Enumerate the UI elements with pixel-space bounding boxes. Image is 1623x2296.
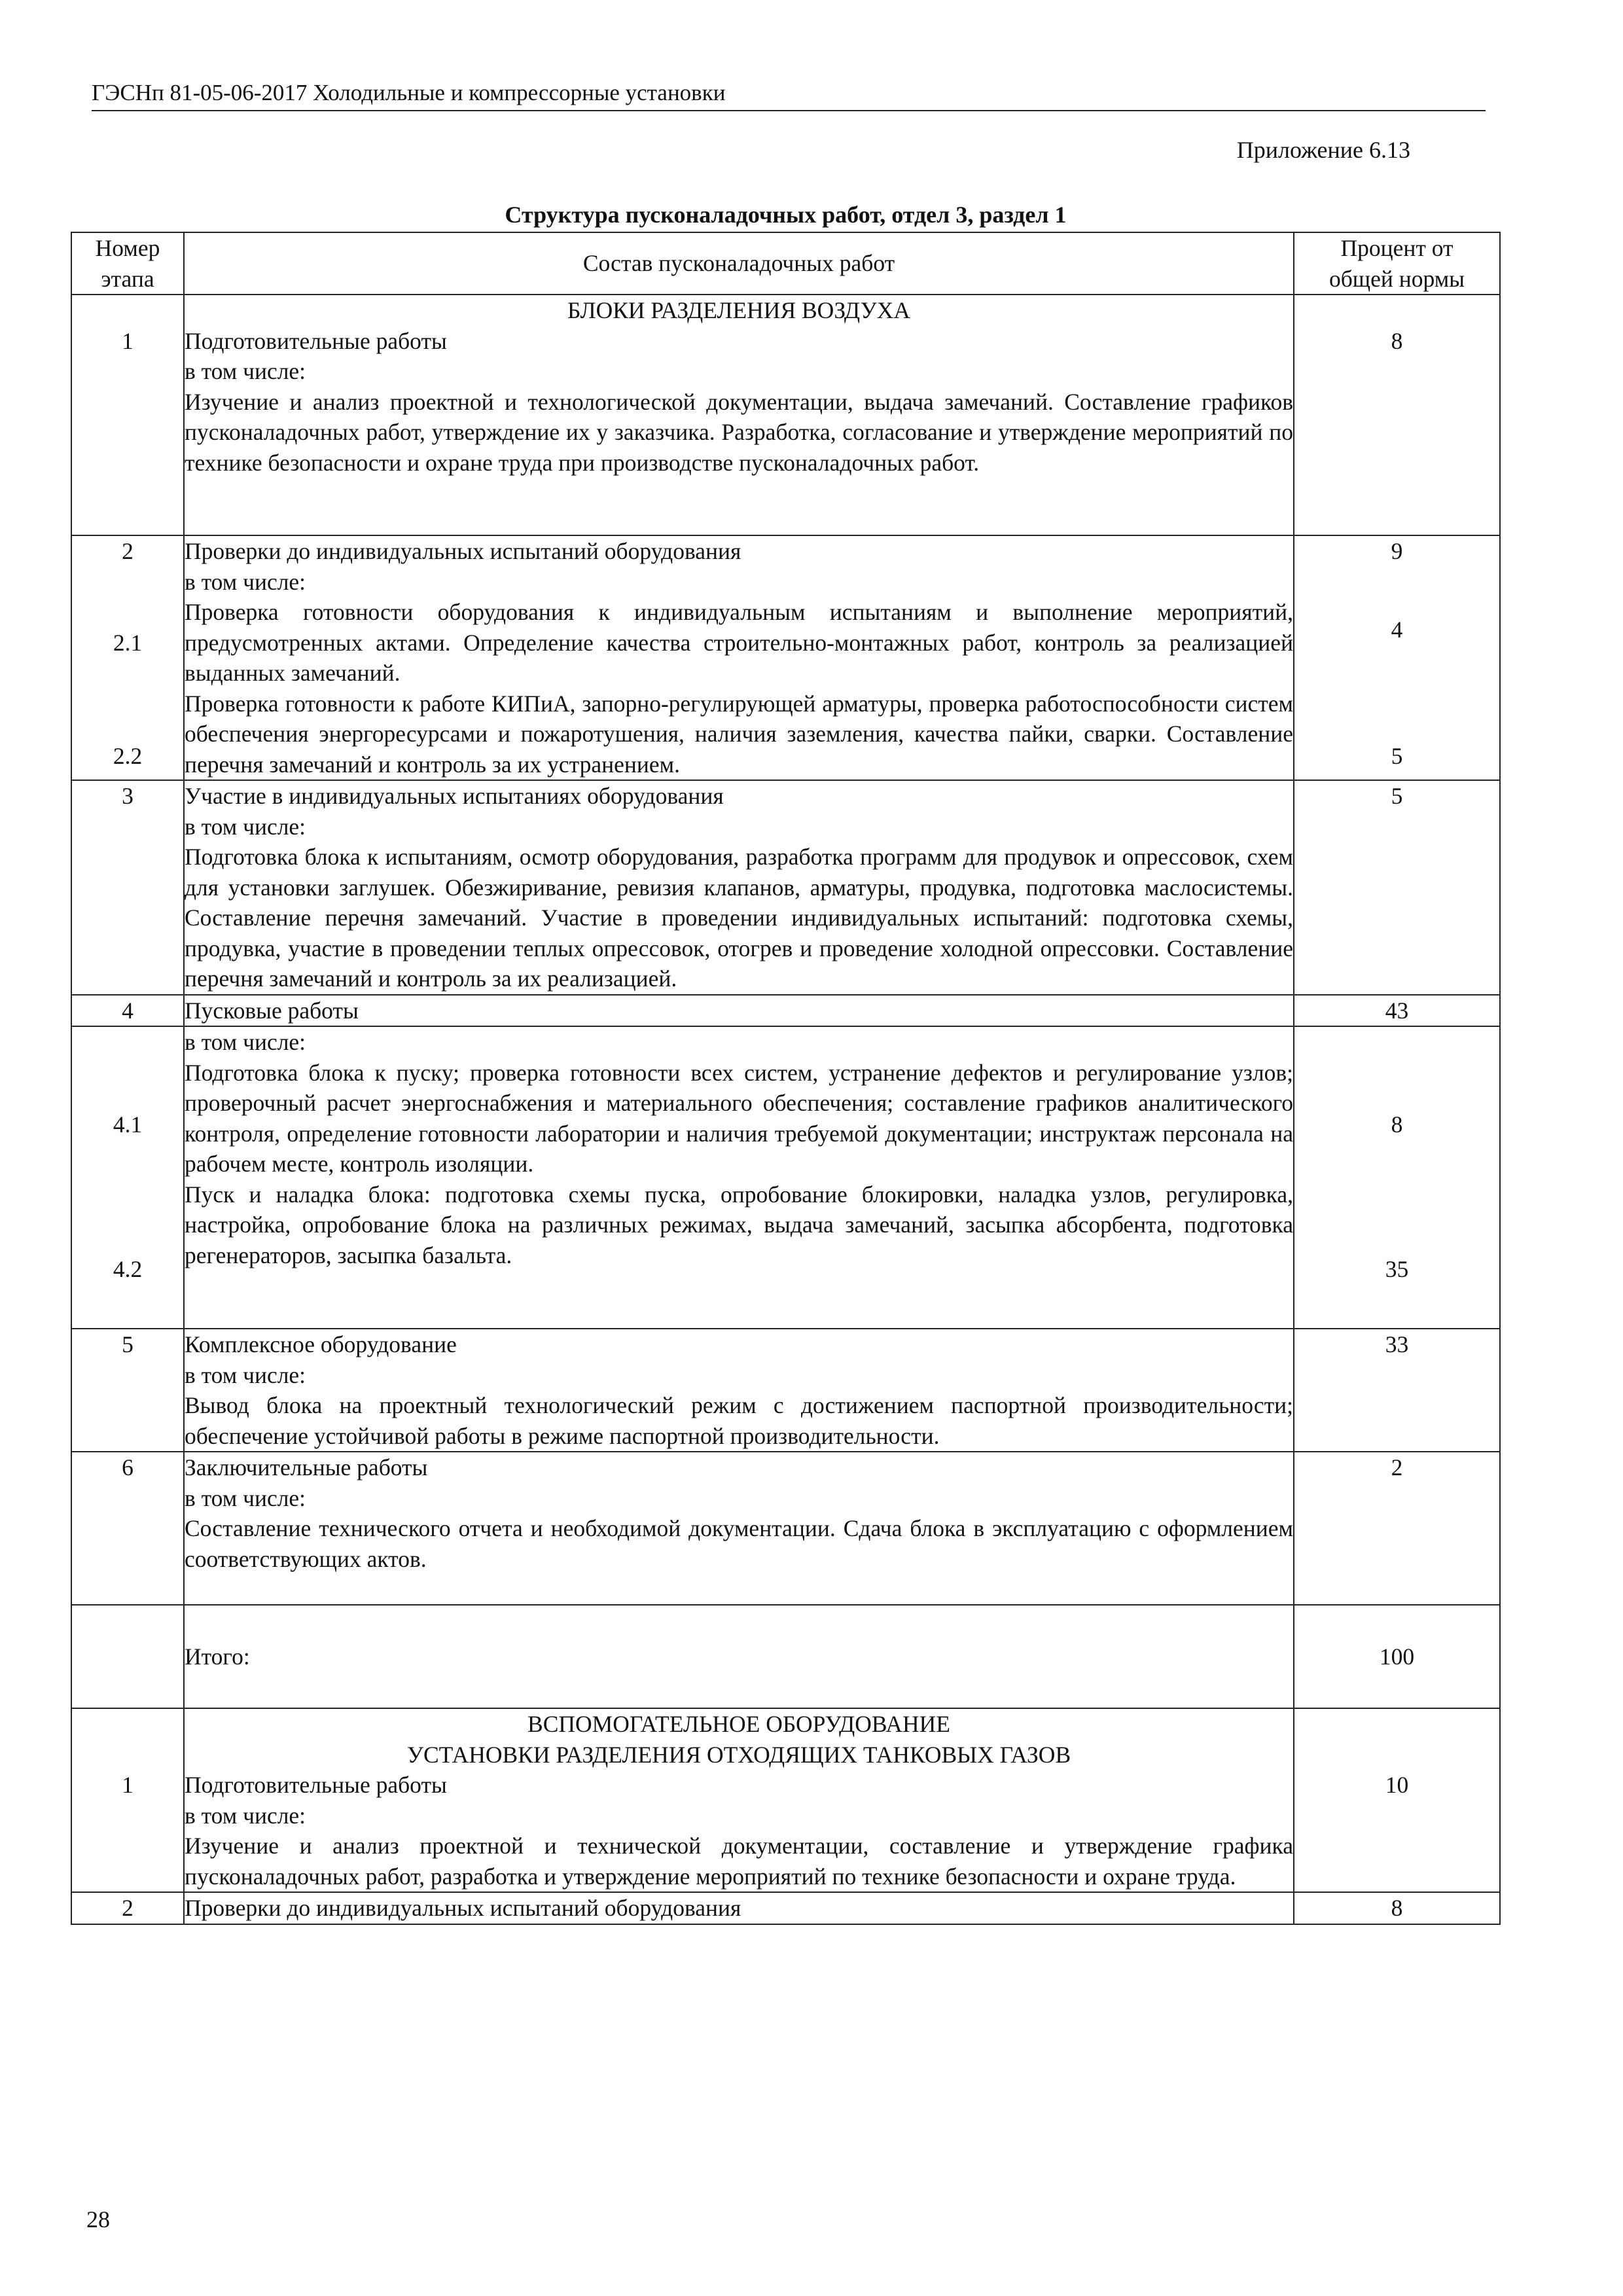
content-cell <box>184 1452 1294 1605</box>
stage-cell <box>71 1026 184 1329</box>
percent-cell <box>1294 1892 1500 1924</box>
including-label: в том числе: <box>185 358 306 384</box>
table-title: Структура пусконаладочных работ, отдел 3, раздел 1 <box>505 202 1067 228</box>
stage-number: 1 <box>122 1772 134 1798</box>
content-cell <box>184 1026 1294 1329</box>
content-cell <box>184 1329 1294 1452</box>
stage-cell <box>71 1708 184 1892</box>
percent-cell <box>1294 295 1500 535</box>
substage-number: 2.1 <box>113 629 143 656</box>
total-percent: 100 <box>1379 1643 1415 1670</box>
stage-title: Проверки до индивидуальных испытаний оборудования <box>185 538 741 564</box>
table-row <box>71 1708 1500 1892</box>
percent-cell <box>1294 995 1500 1027</box>
column-header-percent: Процент от общей нормы <box>1294 232 1500 295</box>
table-row <box>71 1026 1500 1329</box>
table-row <box>71 1329 1500 1452</box>
column-header-content: Состав пусконаладочных работ <box>184 232 1294 295</box>
stage-cell <box>71 1605 184 1708</box>
stage-cell <box>71 535 184 780</box>
stage-title: Пусковые работы <box>185 997 359 1024</box>
percent-value: 33 <box>1385 1331 1409 1357</box>
stage-number: 6 <box>122 1454 134 1480</box>
stage-number: 5 <box>122 1331 134 1357</box>
stage-title: Проверки до индивидуальных испытаний оборудования <box>185 1895 741 1921</box>
percent-cell <box>1294 780 1500 995</box>
percent-value: 2 <box>1391 1454 1403 1480</box>
including-label: в том числе: <box>185 1029 306 1055</box>
stage-number: 4 <box>122 997 134 1024</box>
including-label: в том числе: <box>185 1361 306 1388</box>
substage-number: 4.2 <box>113 1255 143 1282</box>
stage-number: 3 <box>122 783 134 809</box>
appendix-label: Приложение 6.13 <box>1236 137 1410 163</box>
content-cell <box>184 535 1294 780</box>
section-subtitle: УСТАНОВКИ РАЗДЕЛЕНИЯ ОТХОДЯЩИХ ТАНКОВЫХ ГАЗОВ <box>406 1741 1071 1768</box>
including-label: в том числе: <box>185 1484 306 1511</box>
percent-value: 9 <box>1391 538 1403 564</box>
section-title: БЛОКИ РАЗДЕЛЕНИЯ ВОЗДУХА <box>567 297 910 323</box>
stage-number: 2 <box>122 538 134 564</box>
stage-title: Участие в индивидуальных испытаниях оборудования <box>185 783 724 809</box>
column-header-num: Номер этапа <box>71 232 184 295</box>
percent-value: 5 <box>1391 783 1403 809</box>
substage-percent: 35 <box>1385 1255 1409 1282</box>
percent-value: 8 <box>1391 1895 1403 1921</box>
stage-number: 1 <box>122 327 134 354</box>
stage-cell <box>71 1452 184 1605</box>
stage-title: Подготовительные работы <box>185 1772 447 1798</box>
content-cell <box>184 995 1294 1027</box>
table-row <box>71 1452 1500 1605</box>
substage-percent: 4 <box>1391 616 1403 643</box>
stage-description: Изучение и анализ проектной и технологической документации, выдача замечаний. Составление графиков пусконаладочных работ, утверждение их у заказчика. Разработка, согласование и утверждение мероприятий по технике безопасности и охране труда при производстве пусконаладочных работ. <box>185 388 1293 476</box>
substage-number: 4.1 <box>113 1111 143 1138</box>
percent-value: 8 <box>1391 327 1403 354</box>
total-row <box>71 1605 1500 1708</box>
stage-number: 2 <box>122 1895 134 1921</box>
percent-cell <box>1294 1605 1500 1708</box>
table-row <box>71 1892 1500 1924</box>
stage-cell <box>71 1892 184 1924</box>
table-row <box>71 780 1500 995</box>
document-title: ГЭСНп 81-05-06-2017 Холодильные и компрессорные установки <box>92 80 726 105</box>
total-label: Итого: <box>185 1643 250 1670</box>
percent-value: 43 <box>1385 997 1409 1024</box>
stage-cell <box>71 1329 184 1452</box>
stage-title: Подготовительные работы <box>185 327 447 354</box>
stage-description: Вывод блока на проектный технологический режим с достижением паспортной производительности; обеспечение устойчивой работы в режиме паспортной производительности. <box>185 1392 1293 1449</box>
including-label: в том числе: <box>185 813 306 840</box>
including-label: в том числе: <box>185 568 306 595</box>
stage-description: Подготовка блока к испытаниям, осмотр оборудования, разработка программ для продувок и опрессовок, схем для установки заглушек. Обезжиривание, ревизия клапанов, арматуры, продувка, подготовка маслосистемы. Составление перечня замечаний. Участие в проведении индивидуальных испытаний: подготовка схемы, продувка, участие в проведении теплых опрессовок, отогрев и проведение холодной опрессовки. Составление перечня замечаний и контроль за их реализацией. <box>185 844 1293 992</box>
substage-description: Проверка готовности к работе КИПиА, запорно-регулирующей арматуры, проверка работоспособности систем обеспечения энергоресурсами и пожаротушения, наличия заземления, качества пайки, сварки. Составление перечня замечаний и контроль за их устранением. <box>185 690 1293 778</box>
percent-cell <box>1294 1708 1500 1892</box>
substage-percent: 8 <box>1391 1111 1403 1138</box>
stage-description: Составление технического отчета и необходимой документации. Сдача блока в эксплуатацию с оформлением соответствующих актов. <box>185 1515 1293 1572</box>
substage-description: Пуск и наладка блока: подготовка схемы пуска, опробование блокировки, наладка узлов, регулировка, настройка, опробование блока на различных режимах, выдача замечаний, засыпка абсорбента, подготовка регенераторов, засыпка базальта. <box>185 1181 1293 1268</box>
table-row <box>71 295 1500 535</box>
content-cell <box>184 295 1294 535</box>
content-cell <box>184 1892 1294 1924</box>
stage-title: Комплексное оборудование <box>185 1331 457 1357</box>
stage-cell <box>71 295 184 535</box>
percent-value: 10 <box>1385 1772 1409 1798</box>
content-cell <box>184 1605 1294 1708</box>
table-row <box>71 535 1500 780</box>
percent-cell <box>1294 1026 1500 1329</box>
table-row <box>71 995 1500 1027</box>
stage-cell <box>71 995 184 1027</box>
content-cell <box>184 780 1294 995</box>
substage-description: Подготовка блока к пуску; проверка готовности всех систем, устранение дефектов и регулирование узлов; проверочный расчет энергоснабжения и материального обеспечения; составление графиков аналитического контроля, определение готовности лаборатории и наличия требуемой документации; инструктаж персонала на рабочем месте, контроль изоляции. <box>185 1059 1293 1177</box>
running-header <box>92 77 1486 111</box>
percent-cell <box>1294 535 1500 780</box>
stage-description: Изучение и анализ проектной и технической документации, составление и утверждение графика пусконаладочных работ, разработка и утверждение мероприятий по технике безопасности и охране труда. <box>185 1833 1293 1890</box>
works-structure-table <box>71 232 1501 1925</box>
substage-number: 2.2 <box>113 743 143 769</box>
content-cell <box>184 1708 1294 1892</box>
including-label: в том числе: <box>185 1802 306 1829</box>
percent-cell <box>1294 1452 1500 1605</box>
stage-cell <box>71 780 184 995</box>
table-header-row <box>71 232 1500 295</box>
section-title: ВСПОМОГАТЕЛЬНОЕ ОБОРУДОВАНИЕ <box>527 1711 950 1737</box>
page-number: 28 <box>86 2206 110 2233</box>
percent-cell <box>1294 1329 1500 1452</box>
stage-title: Заключительные работы <box>185 1454 428 1480</box>
substage-percent: 5 <box>1391 743 1403 769</box>
substage-description: Проверка готовности оборудования к индивидуальным испытаниям и выполнение мероприятий, предусмотренных актами. Определение качества строительно-монтажных работ, контроль за реализацией выданных замечаний. <box>185 599 1293 686</box>
